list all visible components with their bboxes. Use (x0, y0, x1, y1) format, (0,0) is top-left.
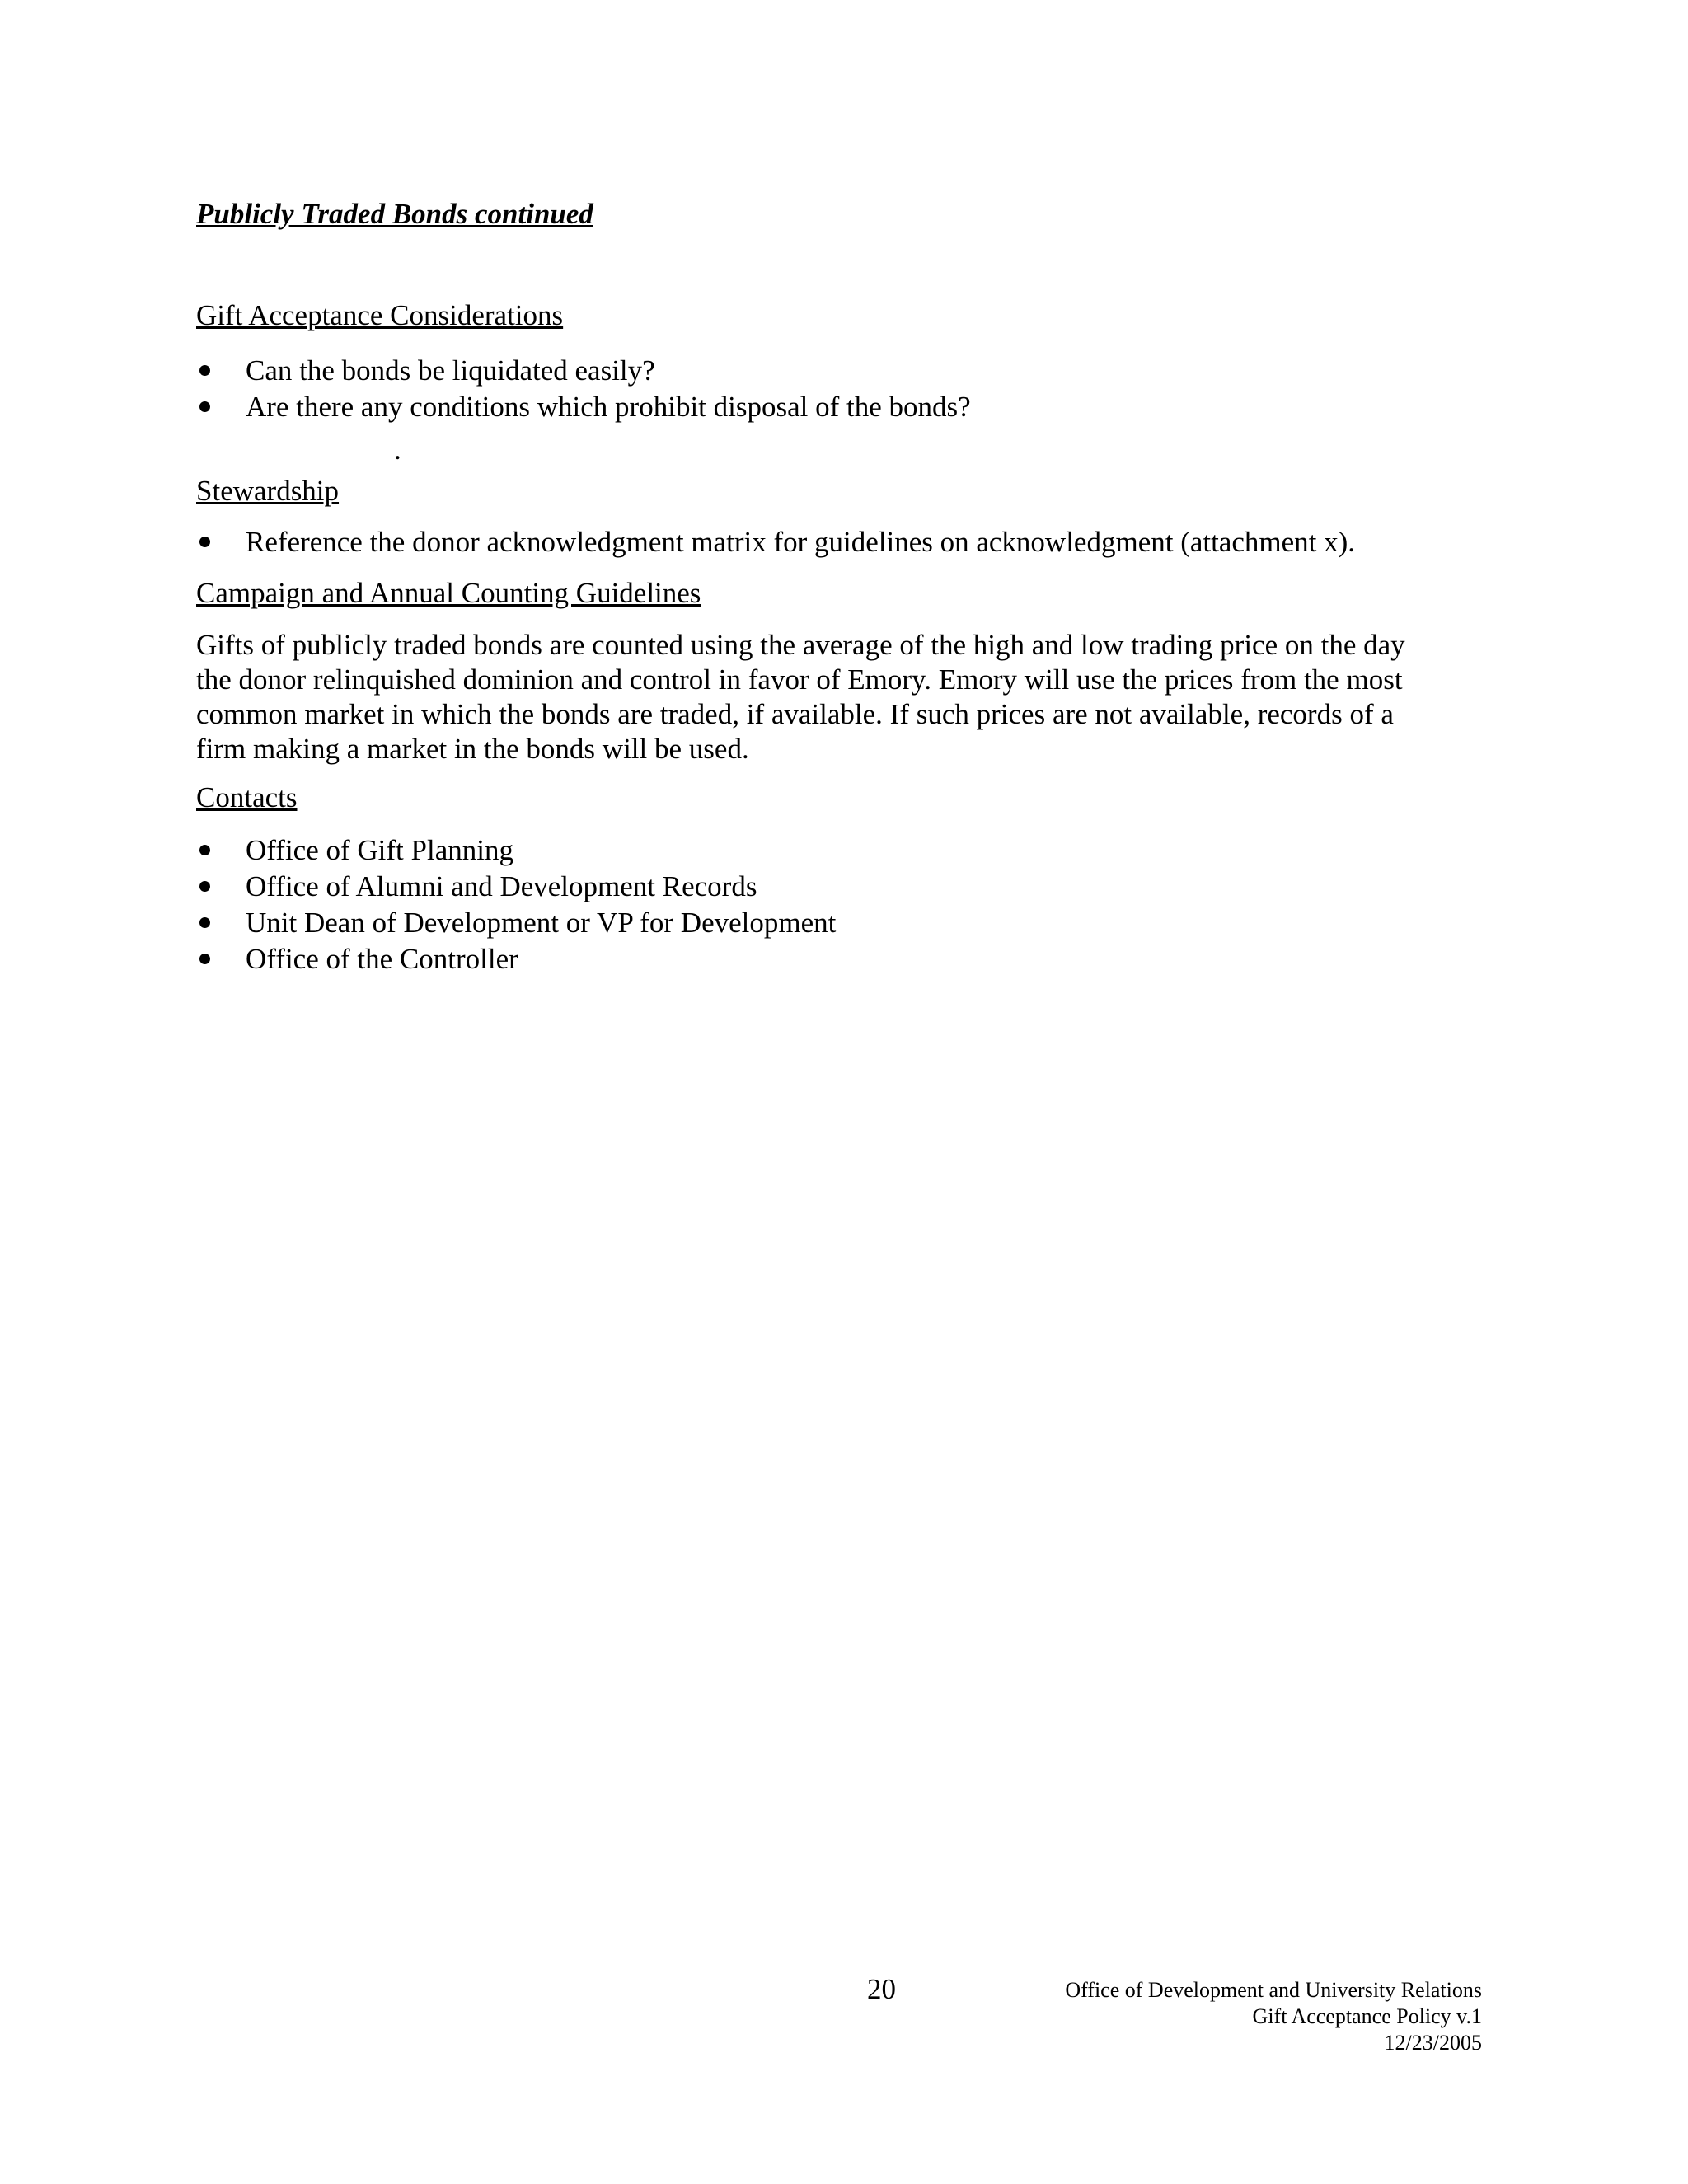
list-item-text: Reference the donor acknowledgment matrix for guidelines on acknowledgment (attachment x). (246, 526, 1356, 558)
stray-period: . (394, 434, 401, 466)
list-item (196, 869, 836, 905)
bullet-icon (199, 917, 210, 928)
list-item (196, 905, 836, 941)
gift-acceptance-list (196, 353, 971, 425)
gift-acceptance-heading: Gift Acceptance Considerations (196, 299, 564, 331)
list-item (196, 389, 971, 425)
bullet-icon (199, 365, 210, 376)
bullet-icon (199, 845, 210, 855)
campaign-heading: Campaign and Annual Counting Guidelines (196, 577, 701, 609)
list-item (196, 353, 971, 389)
stewardship-list (196, 524, 1355, 560)
page-number: 20 (867, 1973, 896, 2005)
paragraph-line: Gifts of publicly traded bonds are counted using the average of the high and low trading price on the day (196, 629, 1405, 661)
bullet-icon (199, 401, 210, 412)
footer (1065, 1977, 1482, 2056)
footer-date: 12/23/2005 (1384, 2031, 1482, 2055)
list-item-text: Can the bonds be liquidated easily? (246, 354, 655, 387)
footer-office: Office of Development and University Relations (1065, 1978, 1482, 2002)
paragraph-line: firm making a market in the bonds will be used. (196, 733, 749, 765)
list-item-text: Office of Alumni and Development Records (246, 870, 757, 902)
bullet-icon (199, 881, 210, 892)
list-item (196, 524, 1355, 560)
list-item (196, 941, 836, 977)
contacts-list (196, 832, 836, 977)
contacts-heading: Contacts (196, 781, 298, 813)
stewardship-heading: Stewardship (196, 475, 340, 507)
page-title: Publicly Traded Bonds continued (196, 198, 593, 230)
bullet-icon (199, 954, 210, 964)
campaign-paragraph (196, 628, 1482, 766)
list-item-text: Office of the Controller (246, 943, 518, 975)
list-item-text: Unit Dean of Development or VP for Development (246, 907, 837, 939)
paragraph-line: the donor relinquished dominion and control in favor of Emory. Emory will use the prices from the most (196, 663, 1403, 696)
footer-policy: Gift Acceptance Policy v.1 (1252, 2004, 1482, 2028)
list-item (196, 832, 836, 869)
list-item-text: Are there any conditions which prohibit disposal of the bonds? (246, 391, 971, 423)
paragraph-line: common market in which the bonds are traded, if available. If such prices are not available, records of a (196, 698, 1394, 730)
list-item-text: Office of Gift Planning (246, 834, 513, 866)
bullet-icon (199, 537, 210, 547)
